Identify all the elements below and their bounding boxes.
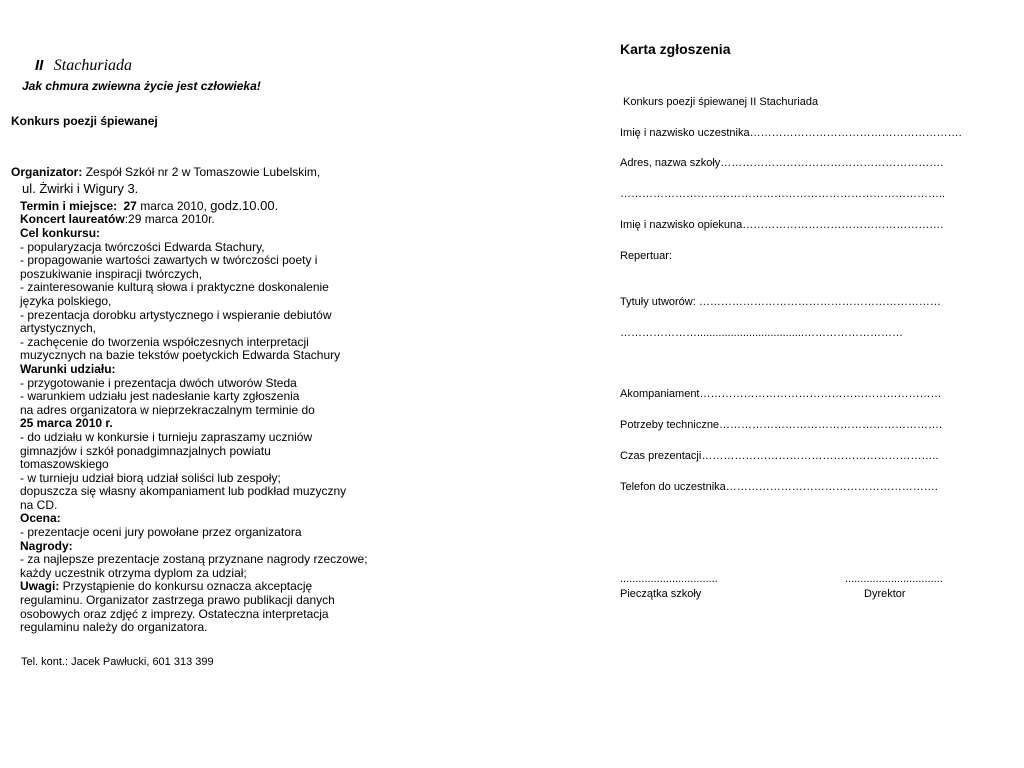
final-concert [20, 213, 215, 227]
form-field[interactable]: Tytuły utworów: ………………………………………………………… [620, 296, 941, 308]
rule-line: poszukiwanie inspiracji twórczych, [20, 266, 203, 281]
term-time: godz.10.00. [210, 198, 279, 213]
director-signature-dots[interactable]: ................................ [845, 573, 943, 585]
stamp-label: Pieczątka szkoły [620, 588, 702, 600]
final-concert-date: :29 marca 2010r. [124, 212, 215, 226]
section-heading: 25 marca 2010 r. [20, 416, 113, 431]
form-field[interactable]: Adres, nazwa szkoły……………………………………………………. [620, 157, 944, 169]
rule-line: artystycznych, [20, 321, 97, 336]
rule-line: regulaminu. Organizator zastrzega prawo publikacji danych [20, 593, 335, 608]
rule-line: - propagowanie wartości zawartych w twórczości poety i [20, 253, 318, 268]
stamp-signature-dots[interactable]: ................................ [620, 573, 718, 585]
form-field[interactable]: Imię i nazwisko opiekuna………………………………………………. [620, 219, 944, 231]
rule-line: - do udziału w konkursie i turnieju zapraszamy uczniów [20, 429, 313, 444]
organizer-label: Organizator: [11, 165, 83, 179]
rule-line: muzycznych na bazie tekstów poetyckich Edwarda Stachury [20, 348, 341, 363]
contact-info: Tel. kont.: Jacek Pawłucki, 601 313 399 [21, 656, 214, 668]
rules-list [20, 227, 430, 635]
rule-line: - prezentacja dorobku artystycznego i wspieranie debiutów [20, 307, 332, 322]
section-heading: Ocena: [20, 511, 61, 526]
rule-line: każdy uczestnik otrzyma dyplom za udział; [20, 565, 247, 580]
rule-line: osobowych oraz zdjęć z imprezy. Ostateczna interpretacja [20, 606, 329, 621]
remarks-label: Uwagi: [20, 579, 60, 594]
repertoire-label: Repertuar: [620, 250, 672, 262]
contest-name: Konkurs poezji śpiewanej [11, 114, 158, 128]
event-title [35, 57, 132, 75]
form-field[interactable]: Telefon do uczestnika…………………………………………………. [620, 481, 938, 493]
final-concert-label: Koncert laureatów [20, 212, 125, 226]
form-field[interactable]: Czas prezentacji……………………………………………………….. [620, 450, 939, 462]
event-title-number: II [35, 57, 44, 74]
form-field[interactable]: Akompaniament………………………………………………………… [620, 388, 942, 400]
rule-line: Uwagi: Przystąpienie do konkursu oznacza akceptację [20, 579, 313, 594]
rule-line: - popularyzacja twórczości Edwarda Stachury, [20, 239, 265, 254]
form-field[interactable]: Potrzeby techniczne……………………………………………………. [620, 419, 943, 431]
rule-line: - przygotowanie i prezentacja dwóch utworów Steda [20, 375, 297, 390]
rule-line: - warunkiem udziału jest nadesłanie karty zgłoszenia [20, 389, 300, 404]
event-title-name: Stachuriada [53, 57, 133, 74]
event-motto: Jak chmura zwiewna życie jest człowieka! [22, 79, 261, 93]
form-field[interactable]: …………………...................................……………………… [620, 327, 903, 339]
rule-line: na adres organizatora w nieprzekraczalnym terminie do [20, 402, 315, 417]
section-heading: Nagrody: [20, 538, 73, 553]
organizer-address: ul. Żwirki i Wigury 3. [22, 181, 139, 196]
term-label: Termin i miejsce: [20, 199, 118, 213]
rule-line: - prezentacje oceni jury powołane przez organizatora [20, 525, 302, 540]
rule-line: języka polskiego, [20, 293, 112, 308]
term-day: 27 [123, 199, 137, 213]
organizer-text: Zespół Szkół nr 2 w Tomaszowie Lubelskim, [85, 165, 321, 179]
rule-line: regulaminu należy do organizatora. [20, 620, 208, 635]
term-month: marca 2010, [140, 199, 207, 213]
form-subtitle: Konkurs poezji śpiewanej II Stachuriada [623, 96, 819, 108]
form-field[interactable]: …………………………………………………………………………….. [620, 188, 946, 200]
rule-line: - zainteresowanie kulturą słowa i praktyczne doskonalenie [20, 280, 329, 295]
rule-line: - w turnieju udział biorą udział soliści lub zespoły; [20, 470, 281, 485]
rule-line: na CD. [20, 497, 58, 512]
rule-line: dopuszcza się własny akompaniament lub podkład muzyczny [20, 484, 347, 499]
rule-line: - zachęcenie do tworzenia współczesnych interpretacji [20, 334, 309, 349]
director-label: Dyrektor [864, 588, 906, 600]
section-heading: Warunki udziału: [20, 361, 116, 376]
form-field[interactable]: Imię i nazwisko uczestnika…………………………………………………. [620, 127, 962, 139]
rule-line: tomaszowskiego [20, 457, 109, 472]
section-heading: Cel konkursu: [20, 226, 101, 240]
rule-line: - za najlepsze prezentacje zostaną przyznane nagrody rzeczowe; [20, 552, 368, 567]
form-title: Karta zgłoszenia [620, 41, 731, 57]
organizer [11, 166, 320, 180]
rule-line: gimnazjów i szkół ponadgimnazjalnych powiatu [20, 443, 271, 458]
